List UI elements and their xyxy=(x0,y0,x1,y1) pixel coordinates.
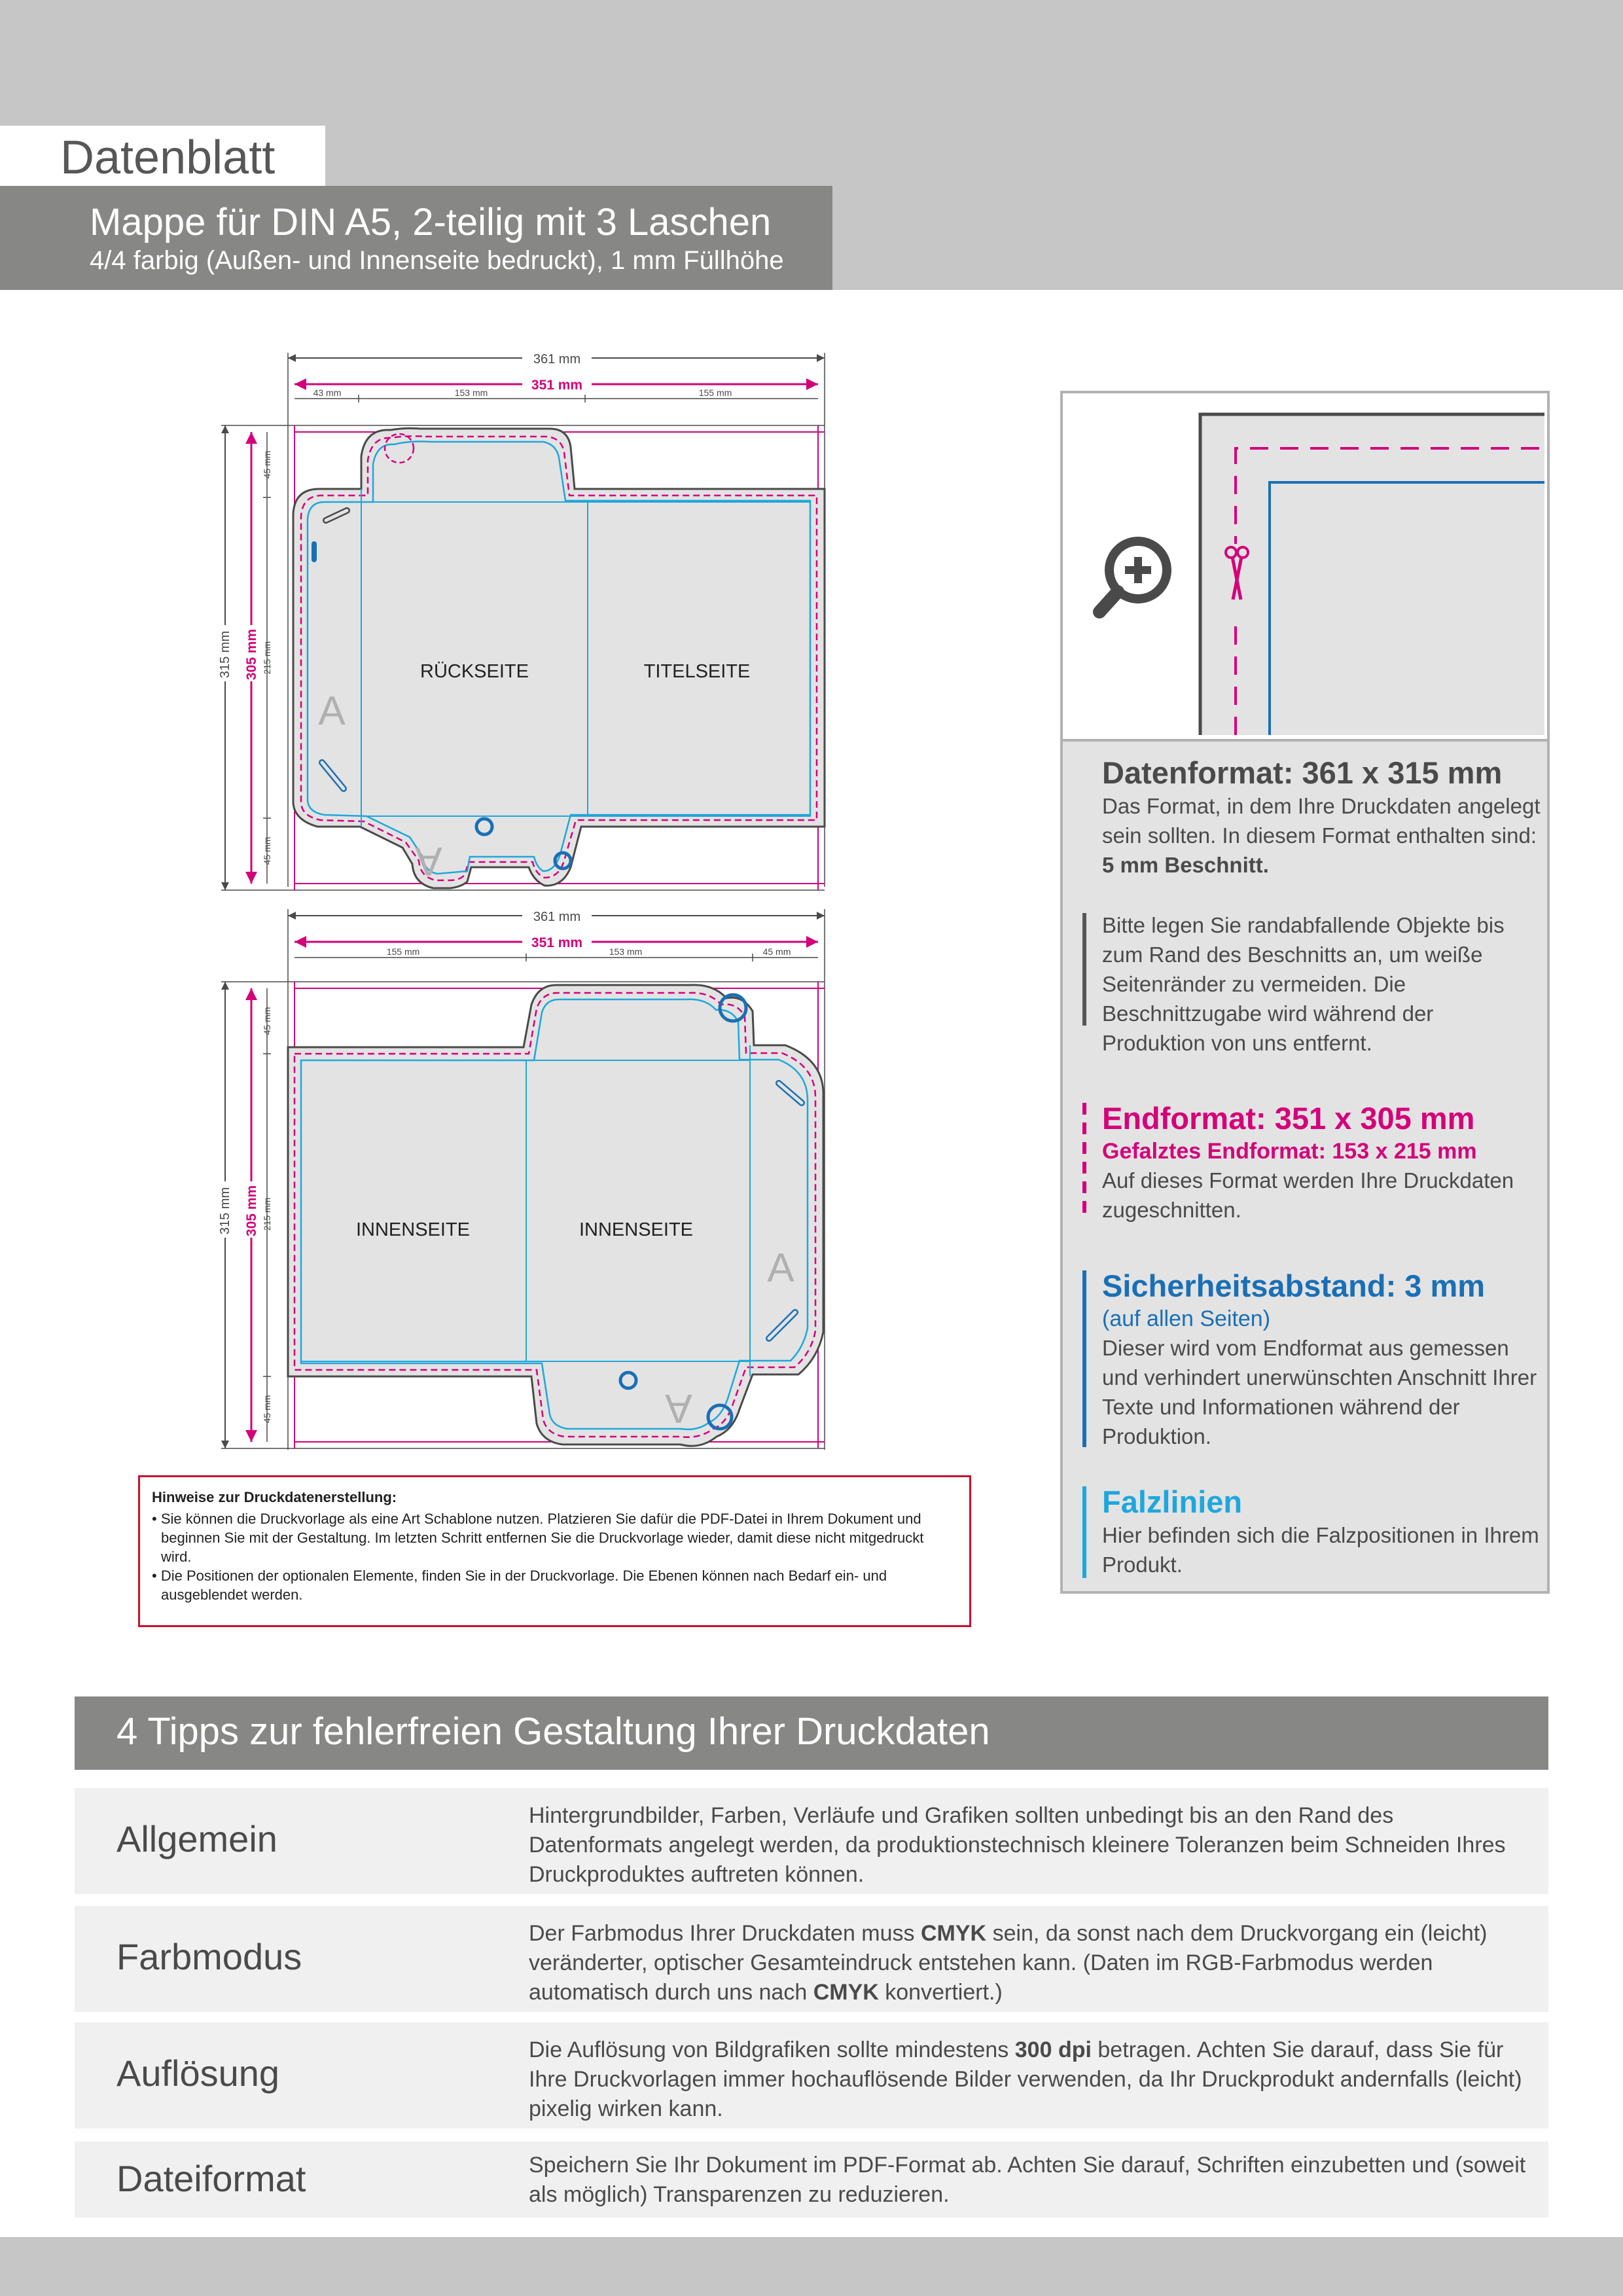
tip-label: Dateiformat xyxy=(116,2158,306,2199)
page-title: Mappe für DIN A5, 2-teilig mit 3 Laschen xyxy=(90,201,772,243)
dim-left: 43 mm xyxy=(313,387,342,398)
dim-panel-height: 215 mm xyxy=(262,641,272,675)
dim-final-height: 305 mm xyxy=(244,1185,259,1237)
dim-left: 155 mm xyxy=(386,946,420,957)
dim-panel-height: 215 mm xyxy=(262,1197,272,1231)
dim-flap-top: 45 mm xyxy=(262,1007,272,1035)
tip-row xyxy=(75,1788,1548,1894)
tip-text: Der Farbmodus Ihrer Druckdaten muss CMYK sein, da sonst nach dem Druckvorgang ein (leicht) veränderter, optischer Gesamteindruck entstehen kann. (Daten im RGB-Farbmodus werden automatisch durch uns nach CMYK konvertiert.) xyxy=(529,1921,1488,2005)
datasheet-tag xyxy=(0,126,325,186)
dim-flap-top: 45 mm xyxy=(262,450,272,479)
tip-row xyxy=(75,2022,1548,2128)
marker-a-rotated: A xyxy=(665,1386,692,1431)
info-panel xyxy=(1060,391,1550,1594)
datenformat-note: Bitte legen Sie randabfallende Objekte bis zum Rand des Beschnitts an, um weiße Seitenränder zu vermeiden. Die Beschnittzugabe wird während der Produktion von uns entfernt. xyxy=(1102,913,1505,1055)
tip-label: Auflösung xyxy=(116,2053,280,2094)
tip-text: Speichern Sie Ihr Dokument im PDF-Format ab. Achten Sie darauf, Schriften einzubetten und (soweit als möglich) Transparenzen zu reduzieren. xyxy=(529,2153,1526,2207)
label-back: RÜCKSEITE xyxy=(420,661,529,682)
dim-final-width: 351 mm xyxy=(531,378,583,393)
tip-label: Allgemein xyxy=(116,1818,277,1859)
dim-flap-bottom: 45 mm xyxy=(262,836,272,865)
dim-total-width: 361 mm xyxy=(533,352,581,367)
title-box xyxy=(0,186,832,290)
diagram-outer-side xyxy=(209,350,838,906)
marker-a: A xyxy=(318,689,346,734)
page-subtitle: 4/4 farbig (Außen- und Innenseite bedruckt), 1 mm Füllhöhe xyxy=(90,246,784,275)
tip-row xyxy=(75,2142,1548,2217)
label-front: TITELSEITE xyxy=(643,661,751,682)
dim-mid: 153 mm xyxy=(609,946,643,957)
hint-item: • Sie können die Druckvorlage als eine Art Schablone nutzen. Platzieren Sie dafür die PDF-Datei in Ihrem Dokument und beginnen Sie mit der Gestaltung. Im letzten Schritt entfernen Sie die Druckvorlage wieder, damit diese nicht mitgedruckt wird. xyxy=(152,1511,924,1565)
tip-text: Hintergrundbilder, Farben, Verläufe und Grafiken sollten unbedingt bis an den Rand des Datenformats angelegt werden, da produktionstechnisch kleinere Toleranzen beim Schneiden Ihres Druckproduktes auftreten können. xyxy=(529,1803,1506,1887)
endformat-sub: Gefalztes Endformat: 153 x 215 mm xyxy=(1102,1139,1477,1164)
scissors-icon xyxy=(1225,544,1248,616)
marker-a: A xyxy=(767,1246,794,1291)
section-datenformat-note xyxy=(1102,910,1541,1058)
sicherheit-heading: Sicherheitsabstand: 3 mm xyxy=(1102,1268,1486,1303)
endformat-text: Auf dieses Format werden Ihre Druckdaten zugeschnitten. xyxy=(1102,1168,1514,1222)
tips-heading-bar xyxy=(75,1696,1548,1770)
tips-heading: 4 Tipps zur fehlerfreien Gestaltung Ihrer Druckdaten xyxy=(116,1710,990,1753)
datenformat-text: Das Format, in dem Ihre Druckdaten angelegt sein sollten. In diesem Format enthalten sind: 5 mm Beschnitt. xyxy=(1102,794,1541,877)
falz-text: Hier befinden sich die Falzpositionen in Ihrem Produkt. xyxy=(1102,1523,1539,1577)
endformat-heading: Endformat: 351 x 305 mm xyxy=(1102,1101,1475,1136)
dim-total-height: 315 mm xyxy=(218,1187,232,1235)
label-inner-left: INNENSEITE xyxy=(355,1219,471,1240)
hint-title: Hinweise zur Druckdatenerstellung: xyxy=(152,1489,397,1505)
dim-total-width: 361 mm xyxy=(533,910,581,924)
diagram-inner-side xyxy=(209,906,838,1463)
section-sicherheit xyxy=(1102,1268,1541,1451)
hint-box xyxy=(138,1475,971,1627)
section-falzlinien xyxy=(1102,1484,1541,1579)
hint-item: • Die Positionen der optionalen Elemente, finden Sie in der Druckvorlage. Die Ebenen können nach Bedarf ein- und ausgeblendet werden. xyxy=(152,1568,887,1603)
falz-heading: Falzlinien xyxy=(1102,1484,1243,1519)
dim-final-height: 305 mm xyxy=(244,628,259,681)
dim-total-height: 315 mm xyxy=(218,630,232,679)
zoom-detail xyxy=(1063,393,1547,742)
dim-right: 45 mm xyxy=(762,946,791,957)
marker-a-rotated: A xyxy=(415,838,442,884)
label-inner-right: INNENSEITE xyxy=(579,1219,694,1240)
datenformat-bold: 5 mm Beschnitt. xyxy=(1102,853,1269,877)
tip-label: Farbmodus xyxy=(116,1936,302,1977)
zoom-in-icon xyxy=(1099,541,1167,612)
dim-flap-bottom: 45 mm xyxy=(262,1395,272,1424)
section-endformat xyxy=(1102,1100,1541,1225)
tip-row xyxy=(75,1906,1548,2012)
sicherheit-sub: (auf allen Seiten) xyxy=(1102,1306,1271,1331)
dim-mid: 153 mm xyxy=(454,387,488,398)
section-datenformat xyxy=(1102,755,1541,880)
tip-text: Die Auflösung von Bildgrafiken sollte mindestens 300 dpi betragen. Achten Sie darauf, dass Sie für Ihre Druckvorlagen immer hochauflösende Bilder verwenden, da Ihr Druckprodukt andernfalls (leicht) pixelig wirken kann. xyxy=(529,2037,1522,2121)
datasheet-tag-label: Datenblatt xyxy=(60,132,276,184)
datenformat-heading: Datenformat: 361 x 315 mm xyxy=(1102,755,1503,790)
sicherheit-text: Dieser wird vom Endformat aus gemessen und verhindert unerwünschten Anschnitt Ihrer Texte und Informationen während der Produktion. xyxy=(1102,1336,1537,1448)
footer-band xyxy=(0,2237,1623,2296)
dim-final-width: 351 mm xyxy=(531,935,583,950)
dim-right: 155 mm xyxy=(698,387,732,398)
